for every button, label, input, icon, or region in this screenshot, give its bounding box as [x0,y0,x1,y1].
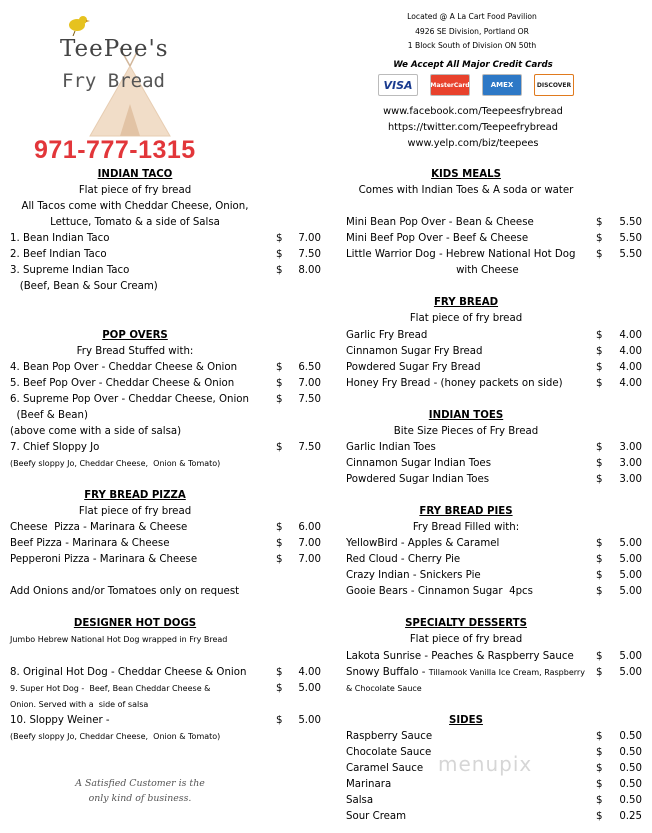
menu-note: (Beefy sloppy Jo, Cheddar Cheese, Onion & Tomato) [10,458,221,468]
currency-symbol: $ [596,473,603,485]
menu-item-name: 2. Beef Indian Taco [10,249,107,261]
section-description: Comes with Indian Toes & A soda or water [358,185,574,197]
menu-item-name [346,666,585,680]
menu-item-name: Pepperoni Pizza - Marinara & Cheese [10,554,198,566]
menu-item-name: Sour Cream [346,811,407,822]
section-description: Flat piece of fry bread [78,506,192,518]
menu-item-name: Caramel Sauce [346,762,424,774]
menu-item-name: 8. Original Hot Dog - Cheddar Cheese & Onion [10,666,247,678]
currency-symbol: $ [596,233,603,245]
location-line-3: 1 Block South of Division ON 50th [407,41,537,51]
menu-item-name: 1. Bean Indian Taco [10,233,110,245]
currency-symbol: $ [596,345,603,357]
menu-item-price: 5.50 [619,217,642,229]
currency-symbol: $ [596,778,603,790]
menu-item-price: 7.00 [298,233,321,245]
section-description: Lettuce, Tomato & a side of Salsa [50,217,220,229]
currency-symbol: $ [596,586,603,598]
menu-item-name: Cinnamon Sugar Fry Bread [346,345,483,357]
visa-card-icon: VISA [378,74,418,96]
section-description: Flat piece of fry bread [409,313,523,325]
currency-symbol: $ [596,217,603,229]
logo-title: TeePee's [60,36,169,62]
yelp-link[interactable]: www.yelp.com/biz/teepees [407,138,539,149]
currency-symbol: $ [596,361,603,373]
currency-symbol: $ [596,746,603,758]
location-block [362,10,582,54]
social-links [358,104,588,152]
menu-item-name: Cheese Pizza - Marinara & Cheese [10,522,188,534]
menu-item-price: 5.00 [298,682,321,694]
payment-cards [378,74,578,96]
menu-item-price: 0.50 [619,794,642,806]
menu-item-price: 7.50 [298,441,321,453]
menu-item-name: Little Warrior Dog - Hebrew National Hot Dog [346,249,576,261]
menu-item-price: 5.50 [619,249,642,261]
menu-item-price: 3.00 [619,473,642,485]
menu-item-name: Raspberry Sauce [346,730,433,742]
menu-item-name: Powdered Sugar Indian Toes [346,473,490,485]
section-heading: KIDS MEALS [431,169,501,180]
currency-symbol: $ [276,377,283,389]
menu-item-price: 7.50 [298,249,321,261]
menu-item-name: 9. Super Hot Dog - Beef, Bean Cheddar Cheese & [10,683,211,693]
menu-item-name: YellowBird - Apples & Caramel [346,538,500,550]
menu-item-price: 7.00 [298,377,321,389]
menu-note: with Cheese [346,265,519,277]
section-description: Flat piece of fry bread [409,634,523,646]
menu-item-name: 6. Supreme Pop Over - Cheddar Cheese, Onion [10,393,249,405]
menu-item-name: Powdered Sugar Fry Bread [346,361,481,373]
phone-number: 971-777-1315 [34,136,196,164]
tagline-line-1: A Satisfied Customer is the [75,778,205,789]
currency-symbol: $ [596,554,603,566]
tagline-line-2: only kind of business. [88,793,192,804]
menu-item-price: 4.00 [619,329,642,341]
menu-item-name: 3. Supreme Indian Taco [10,265,130,277]
menu-item-price: 5.00 [298,714,321,726]
menu-item-price: 0.50 [619,762,642,774]
menu-note: (Beefy sloppy Jo, Cheddar Cheese, Onion & Tomato) [10,731,221,741]
section-heading: DESIGNER HOT DOGS [73,618,197,630]
menu-note: (Beef, Bean & Sour Cream) [10,281,158,293]
menu-item-price: 3.00 [619,457,642,469]
menu-note: & Chocolate Sauce [346,683,422,693]
section-description: Flat piece of fry bread [78,185,192,197]
tagline [40,776,240,806]
location-line-1: Located @ A La Cart Food Pavilion [407,12,537,21]
location-line-2: 4926 SE Division, Portland OR [415,26,529,36]
section-heading: FRY BREAD [433,297,499,309]
menu-item-price: 0.50 [619,730,642,742]
currency-symbol: $ [276,265,283,277]
mastercard-icon: MasterCard [430,74,470,96]
menu-item-name: Mini Beef Pop Over - Beef & Cheese [346,233,529,245]
currency-symbol: $ [596,762,603,774]
menu-item-price: 0.50 [619,778,642,790]
menu-note: (above come with a side of salsa) [10,425,182,437]
menu-item-price: 5.00 [619,554,642,566]
menu-note: Add Onions and/or Tomatoes only on request [10,586,240,598]
menu-item-price: 5.00 [619,650,642,662]
logo-subtitle: Fry Bread [62,70,165,92]
menu-item-name: Marinara [346,778,392,790]
menu-item-price: 0.50 [619,746,642,758]
menu-note: (Beef & Bean) [10,409,88,421]
section-heading: SPECIALTY DESSERTS [405,618,527,630]
currency-symbol: $ [596,377,603,389]
facebook-link[interactable]: www.facebook.com/Teepeesfrybread [383,106,563,117]
menu-item-detail: Tillamook Vanilla Ice Cream, Raspberry [428,667,585,677]
menu-item-price: 4.00 [298,666,321,678]
restaurant-logo [20,8,220,168]
menu-item-price: 5.00 [619,666,642,678]
menu-item-price: 0.25 [619,811,642,822]
section-heading: SIDES [449,714,483,726]
menu-item-name: Cinnamon Sugar Indian Toes [346,457,492,469]
currency-symbol: $ [596,570,603,582]
currency-symbol: $ [276,393,283,405]
currency-symbol: $ [276,682,283,694]
section-heading: FRY BREAD PIZZA [84,490,186,501]
currency-symbol: $ [276,233,283,245]
menu-item-name: 5. Beef Pop Over - Cheddar Cheese & Onion [10,377,235,389]
currency-symbol: $ [276,554,283,566]
section-heading: POP OVERS [102,329,168,341]
currency-symbol: $ [276,361,283,373]
currency-symbol: $ [596,329,603,341]
menu-item-name: Lakota Sunrise - Peaches & Raspberry Sauce [346,650,574,662]
menu-item-name: Salsa [346,794,374,806]
amex-card-icon: AMEX [482,74,522,96]
twitter-link[interactable]: https://twitter.com/Teepeefrybread [387,122,559,133]
currency-symbol: $ [596,794,603,806]
currency-symbol: $ [596,811,603,822]
menu-item-name: 7. Chief Sloppy Jo [10,441,100,453]
menu-item-price: 5.00 [619,586,642,598]
menu-item-price: 4.00 [619,361,642,373]
currency-symbol: $ [596,249,603,261]
section-description: All Tacos come with Cheddar Cheese, Onion, [21,201,249,213]
watermark: menupix [438,752,533,776]
section-heading: FRY BREAD PIES [419,506,513,518]
menu-item-price: 8.00 [298,265,321,277]
currency-symbol: $ [596,650,603,662]
currency-symbol: $ [276,538,283,550]
menu-item-name: Garlic Indian Toes [346,441,436,453]
menu-item-name: 4. Bean Pop Over - Cheddar Cheese & Onion [10,361,238,373]
menu-item-price: 7.50 [298,393,321,405]
bird-icon [64,12,90,36]
menu-item-name: Gooie Bears - Cinnamon Sugar 4pcs [346,586,533,598]
menu-item-price: 4.00 [619,345,642,357]
menu-item-name-main: Snowy Buffalo - [346,666,429,678]
section-heading: INDIAN TACO [97,169,173,180]
section-heading: INDIAN TOES [428,409,504,421]
menu-item-name: Red Cloud - Cherry Pie [346,554,461,566]
menu-item-name: Beef Pizza - Marinara & Cheese [10,538,170,550]
currency-symbol: $ [596,666,603,678]
menu-item-name: Honey Fry Bread - (honey packets on side) [346,377,563,389]
section-description: Bite Size Pieces of Fry Bread [393,425,539,437]
currency-symbol: $ [596,538,603,550]
menu-item-name: Garlic Fry Bread [346,329,428,341]
menu-item-price: 5.50 [619,233,642,245]
section-description: Fry Bread Stuffed with: [76,345,194,357]
menu-note: Onion. Served with a side of salsa [10,699,149,709]
menu-item-price: 4.00 [619,377,642,389]
currency-symbol: $ [276,666,283,678]
section-description: Fry Bread Filled with: [412,522,520,534]
menu-item-price: 6.00 [298,522,321,534]
menu-item-price: 3.00 [619,441,642,453]
currency-symbol: $ [276,714,283,726]
menu-item-price: 5.00 [619,538,642,550]
menu-item-name: 10. Sloppy Weiner - [10,714,110,726]
currency-symbol: $ [596,730,603,742]
currency-symbol: $ [276,441,283,453]
menu-item-price: 5.00 [619,570,642,582]
menu-item-price: 7.00 [298,538,321,550]
discover-card-icon: DISCOVER [534,74,574,96]
menu-item-price: 6.50 [298,361,321,373]
menu-note: Jumbo Hebrew National Hot Dog wrapped in Fry Bread [10,635,228,645]
currency-symbol: $ [596,457,603,469]
currency-symbol: $ [276,249,283,261]
payment-label: We Accept All Major Credit Cards [393,60,553,70]
menu-item-name: Crazy Indian - Snickers Pie [346,570,481,582]
menu-item-price: 7.00 [298,554,321,566]
currency-symbol: $ [276,522,283,534]
menu-item-name: Chocolate Sauce [346,746,432,758]
menu-item-name: Mini Bean Pop Over - Bean & Cheese [346,217,534,229]
currency-symbol: $ [596,441,603,453]
